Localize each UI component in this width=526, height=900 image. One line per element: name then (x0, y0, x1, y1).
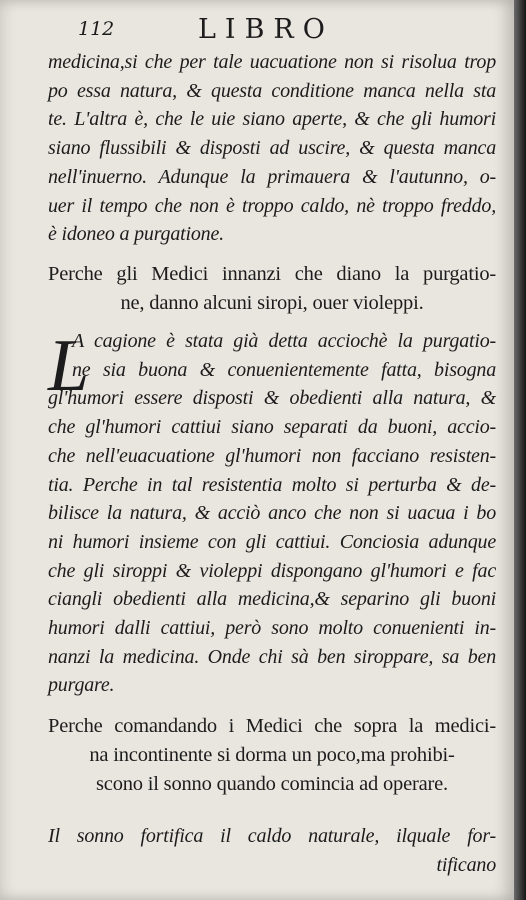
text-line: che nell'euacuatione gl'humori non facciano resisten- (48, 444, 496, 467)
heading-line: ne, danno alcuni siropi, ouer violeppi. (120, 292, 424, 314)
book-spine-shadow (514, 0, 526, 900)
text-line: ciangli obedienti alla medicina,& separino gli buoni (48, 588, 496, 611)
text-line: tia. Perche in tal resistentia molto si perturba & de- (48, 473, 496, 496)
text-line: te. L'altra è, che le uie siano aperte, & che gli humori (48, 108, 496, 131)
text-line: po essa natura, & questa conditione manca nella sta (48, 79, 496, 102)
heading-line: Perche gli Medici innanzi che diano la purgatio- (48, 263, 496, 285)
page-header (78, 14, 474, 44)
text-line: purgare. (48, 674, 115, 697)
chapter-heading-1 (48, 260, 496, 318)
paragraph-1 (48, 48, 496, 249)
heading-line: na incontinente si dorma un poco,ma prohibi- (89, 744, 455, 766)
text-line: è idoneo a purgatione. (48, 223, 224, 246)
drop-capital: L (48, 325, 90, 407)
text-line: gl'humori essere disposti & obedienti alla natura, & (48, 387, 496, 410)
heading-line: Perche comandando i Medici che sopra la medici- (48, 715, 496, 737)
text-line: humori dalli cattiui, però sono molto conuenienti in- (48, 617, 496, 640)
heading-line: scono il sonno quando comincia ad operare. (96, 773, 448, 795)
text-line: nell'inuerno. Adunque la primauera & l'autunno, o- (48, 165, 496, 188)
text-line: A cagione è stata già detta acciochè la purgatio- (72, 330, 496, 352)
text-line: bilisce la natura, & acciò anco che non si uacua i bo (48, 502, 496, 525)
text-line: nanzi la medicina. Onde chi sà ben siroppare, sa ben (48, 645, 496, 668)
text-line: ni humori insieme con gli cattiui. Conciosia adunque (48, 530, 496, 553)
text-line: medicina,si che per tale uacuatione non si risolua trop (48, 51, 496, 73)
text-line: uer il tempo che non è troppo caldo, nè troppo freddo, (48, 194, 496, 217)
text-line: tificano (436, 853, 496, 876)
text-line: che gl'humori cattiui siano separati da buoni, accio- (48, 416, 496, 439)
page-number: 112 (78, 18, 115, 40)
running-head: LIBRO (198, 14, 334, 45)
text-line: che gli siroppi & violeppi dispongano gl'humori e fac (48, 559, 496, 582)
chapter-heading-2 (48, 712, 496, 799)
paragraph-3 (48, 822, 496, 879)
text-line: ne sia buona & conuenientemente fatta, bisogna (72, 358, 496, 381)
paragraph-2 (48, 327, 496, 700)
text-line: siano flussibili & disposti ad uscire, & questa manca (48, 137, 496, 160)
text-line: Il sonno fortifica il caldo naturale, ilquale for- (48, 825, 496, 847)
